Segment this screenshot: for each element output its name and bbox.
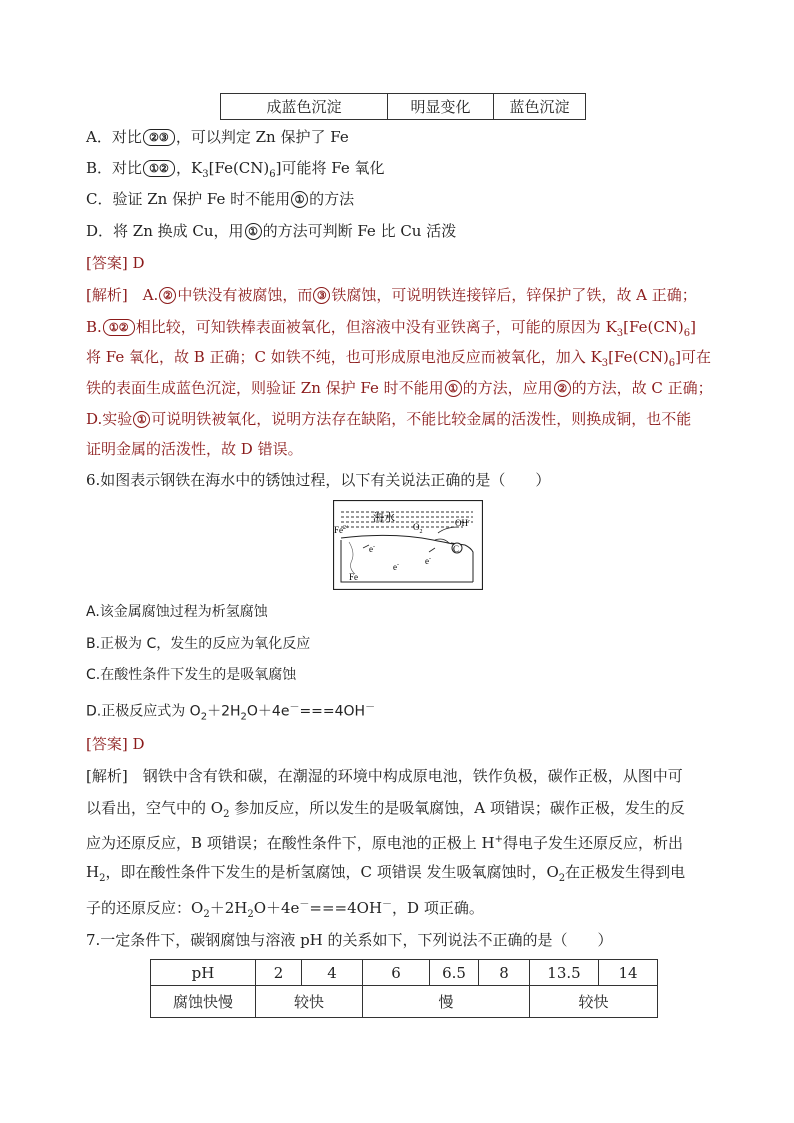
analysis-line: 证明金属的活泼性，故 D 错误。 [86,440,303,458]
fe-label: Fe [349,572,358,582]
table-cell: 2 [256,960,302,986]
electron-label: e- [425,556,431,566]
table-cell: pH [151,960,256,986]
table-cell: 明显变化 [388,94,494,120]
analysis-line: $H_2$，即在酸性条件下发生的是析氢腐蚀，C 项错误 发生吸氧腐蚀时，$O_2$在正极发生得到电 [86,863,686,884]
analysis-line: 铁的表面生成蓝色沉淀，则验证 Zn 保护 Fe 时不能用 ① 的方法，应用 ② 的方法，故 C 正确； [86,379,713,397]
analysis-line: [解析] 钢铁中含有铁和碳，在潮湿的环境中构成原电池，铁作负极，碳作正极，从图中可 [86,767,683,785]
question-stem: 6.如图表示钢铁在海水中的锈蚀过程，以下有关说法正确的是（ ） [86,471,551,489]
result-table [220,93,586,120]
table-cell: 14 [599,960,658,986]
electron-label: e- [393,562,399,572]
fe2-label: $Fe^{2+}$ [334,525,350,535]
table-cell: 蓝色沉淀 [494,94,586,120]
electron-label: e- [369,544,375,554]
option-b: B．对比 ①② ，$K_3[Fe(CN)_6]$可能将 Fe 氧化 [86,159,385,180]
sea-label: 海水 [373,512,395,524]
analysis-line: 子的还原反应：$O_2+2H_2O+4e^-===4OH^-$，D 项正确。 [86,899,484,920]
table-cell: 8 [479,960,530,986]
c-label: C [453,544,460,554]
table-cell: 6 [363,960,430,986]
analysis-line: [解析] A. ② 中铁没有被腐蚀，而 ③ 铁腐蚀，可说明铁连接锌后，锌保护了铁，故 A 正确； [86,286,697,304]
table-cell: 腐蚀快慢 [151,986,256,1018]
analysis-line: D.实验 ① 可说明铁被氧化，说明方法存在缺陷，不能比较金属的活泼性，则换成铜，也不能 [86,410,692,428]
table-cell: 慢 [363,986,530,1018]
analysis-line: 应为还原反应，B 项错误；在酸性条件下，原电池的正极上 H+得电子发生还原反应，析出 [86,834,684,852]
ph-table [150,959,658,1018]
corrosion-diagram [333,500,483,590]
table-cell: 13.5 [530,960,599,986]
option-d: D．将 Zn 换成 Cu，用 ① 的方法可判断 Fe 比 Cu 活泼 [86,222,457,240]
table-cell: 成蓝色沉淀 [221,94,388,120]
analysis-line: B. ①② 相比较，可知铁棒表面被氧化，但溶液中没有亚铁离子，可能的原因为 $K_3[Fe(CN)_6]$ [86,318,697,339]
analysis-line: 以看出，空气中的 $O_2$ 参加反应，所以发生的是吸氧腐蚀，A 项错误；碳作正极，发生的反 [86,799,685,820]
table-cell: 6.5 [430,960,479,986]
answer: [答案] D [86,735,145,753]
question-stem: 7.一定条件下，碳钢腐蚀与溶液 pH 的关系如下，下列说法不正确的是（ ） [86,931,613,949]
option-c: C.在酸性条件下发生的是吸氧腐蚀 [86,667,297,683]
table-cell: 4 [302,960,363,986]
oh-label: OH- [455,518,470,528]
analysis-line: 将 Fe 氧化，故 B 正确；C 如铁不纯，也可形成原电池反应而被氧化，加入 $K_3[Fe(CN)_6]$可在 [86,348,712,369]
option-d: D.正极反应式为 $O_2+2H_2O+4e^-===4OH^-$ [86,702,376,723]
option-c: C．验证 Zn 保护 Fe 时不能用 ① 的方法 [86,190,355,208]
table-cell: 较快 [256,986,363,1018]
option-a: A．对比 ②③ ，可以判定 Zn 保护了 Fe [86,128,349,146]
option-b: B.正极为 C，发生的反应为氧化反应 [86,636,311,652]
option-a: A.该金属腐蚀过程为析氢腐蚀 [86,604,268,620]
o2-label: $O_2$ [413,522,423,535]
answer: [答案] D [86,254,145,272]
table-cell: 较快 [530,986,658,1018]
